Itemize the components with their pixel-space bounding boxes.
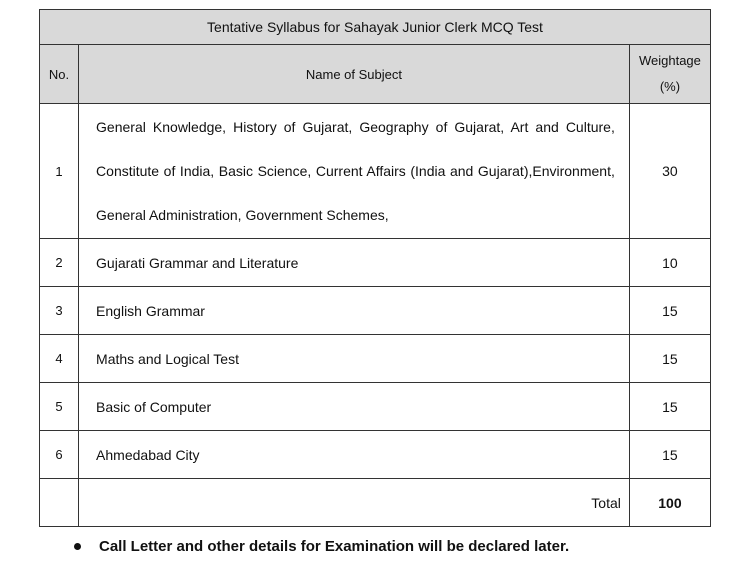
row-number: 6 bbox=[40, 431, 79, 479]
row-subject: Maths and Logical Test bbox=[79, 335, 630, 383]
header-weightage bbox=[629, 45, 710, 104]
header-weightage-label: Weightage bbox=[638, 53, 701, 68]
row-subject: Gujarati Grammar and Literature bbox=[79, 239, 630, 287]
row-subject: Basic of Computer bbox=[79, 383, 630, 431]
syllabus-table bbox=[39, 9, 711, 527]
row-weightage: 15 bbox=[629, 383, 710, 431]
table-header-row bbox=[40, 45, 711, 104]
header-weightage-unit: (%) bbox=[659, 79, 681, 94]
total-value: 100 bbox=[629, 479, 710, 527]
exam-note bbox=[74, 538, 569, 555]
row-weightage: 15 bbox=[629, 431, 710, 479]
row-weightage: 30 bbox=[629, 104, 710, 239]
table-row bbox=[40, 104, 711, 239]
row-number: 2 bbox=[40, 239, 79, 287]
total-row bbox=[40, 479, 711, 527]
row-weightage: 10 bbox=[629, 239, 710, 287]
row-number: 4 bbox=[40, 335, 79, 383]
bullet-icon bbox=[74, 543, 81, 550]
row-weightage: 15 bbox=[629, 287, 710, 335]
table-row bbox=[40, 239, 711, 287]
total-empty-cell bbox=[40, 479, 79, 527]
table-title-row bbox=[40, 10, 711, 45]
row-subject: Ahmedabad City bbox=[79, 431, 630, 479]
table-row bbox=[40, 287, 711, 335]
row-number: 1 bbox=[40, 104, 79, 239]
row-subject: General Knowledge, History of Gujarat, Geography of Gujarat, Art and Culture, Constitute of India, Basic Science, Current Affairs (India and Gujarat),Environment, General Administration, Government Schemes, bbox=[79, 104, 630, 239]
table-row bbox=[40, 383, 711, 431]
total-label: Total bbox=[79, 479, 630, 527]
row-weightage: 15 bbox=[629, 335, 710, 383]
row-number: 5 bbox=[40, 383, 79, 431]
table-title: Tentative Syllabus for Sahayak Junior Clerk MCQ Test bbox=[40, 10, 711, 45]
table-row bbox=[40, 431, 711, 479]
exam-note-text: Call Letter and other details for Examination will be declared later. bbox=[99, 538, 570, 555]
header-subject: Name of Subject bbox=[79, 45, 630, 104]
row-subject: English Grammar bbox=[79, 287, 630, 335]
row-number: 3 bbox=[40, 287, 79, 335]
header-no: No. bbox=[40, 45, 79, 104]
table-row bbox=[40, 335, 711, 383]
